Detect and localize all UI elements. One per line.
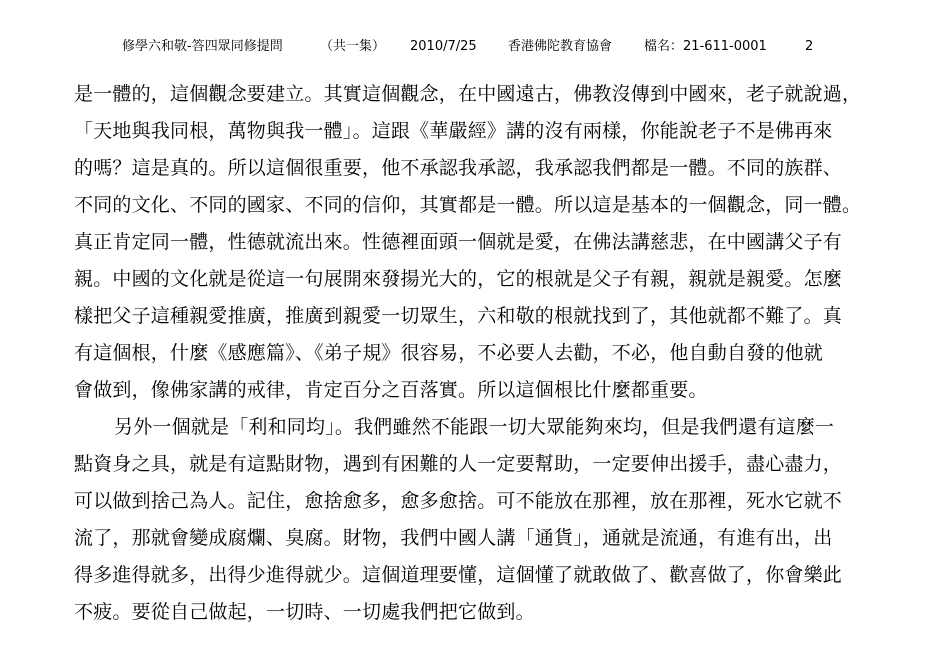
header-organization: 香港佛陀教育協會 [508,39,613,54]
text-line: 樣把父子這種親愛推廣，推廣到親愛一切眾生，六和敬的根就找到了，其他就都不難了。真 [74,305,843,327]
text-line: 親。中國的文化就是從這一句展開來發揚光大的，它的根就是父子有親，親就是親愛。怎麼 [74,268,843,290]
text-line: 得多進得就多，出得少進得就少。這個道理要懂，這個懂了就敢做了、歡喜做了，你會樂此 [74,564,843,586]
text-line: 的嗎？這是真的。所以這個很重要，他不承認我承認，我承認我們都是一體。不同的族群、 [74,157,843,179]
text-line: 另外一個就是「利和同均」。我們雖然不能跟一切大眾能夠來均，但是我們還有這麼一 [114,416,835,438]
text-line: 流了，那就會變成腐爛、臭腐。財物，我們中國人講「通貨」，通就是流通，有進有出，出 [74,527,833,549]
header-file-id: 檔名：21-611-0001 [644,39,767,54]
text-line: 是一體的，這個觀念要建立。其實這個觀念，在中國遠古，佛教沒傳到中國來，老子就說過， [74,83,862,105]
text-line: 「天地與我同根，萬物與我一體」。這跟《華嚴經》講的沒有兩樣，你能說老子不是佛再來 [74,120,833,142]
page-header [0,38,950,56]
header-volume: （共一集） [320,39,386,54]
paragraph [74,76,914,409]
text-line: 有這個根，什麼《感應篇》、《弟子規》很容易，不必要人去勸，不必，他自動自發的他就 [74,342,824,364]
header-title: 修學六和敬-答四眾同修提問 [122,39,283,54]
text-line: 不同的文化、不同的國家、不同的信仰，其實都是一體。所以這是基本的一個觀念，同一體。 [74,194,862,216]
header-page-number: 2 [805,39,814,54]
header-date: 2010/7/25 [410,39,477,54]
text-line: 會做到，像佛家講的戒律，肯定百分之百落實。所以這個根比什麼都重要。 [74,379,708,401]
text-line: 點資身之具，就是有這點財物，遇到有困難的人一定要幫助，一定要伸出援手，盡心盡力， [74,453,843,475]
paragraph [74,409,914,631]
text-line: 可以做到捨己為人。記住，愈捨愈多，愈多愈捨。可不能放在那裡，放在那裡，死水它就不 [74,490,843,512]
body-text [74,76,914,631]
text-line: 不疲。要從自己做起，一切時、一切處我們把它做到。 [74,601,535,623]
text-line: 真正肯定同一體，性德就流出來。性德裡面頭一個就是愛，在佛法講慈悲，在中國講父子有 [74,231,843,253]
